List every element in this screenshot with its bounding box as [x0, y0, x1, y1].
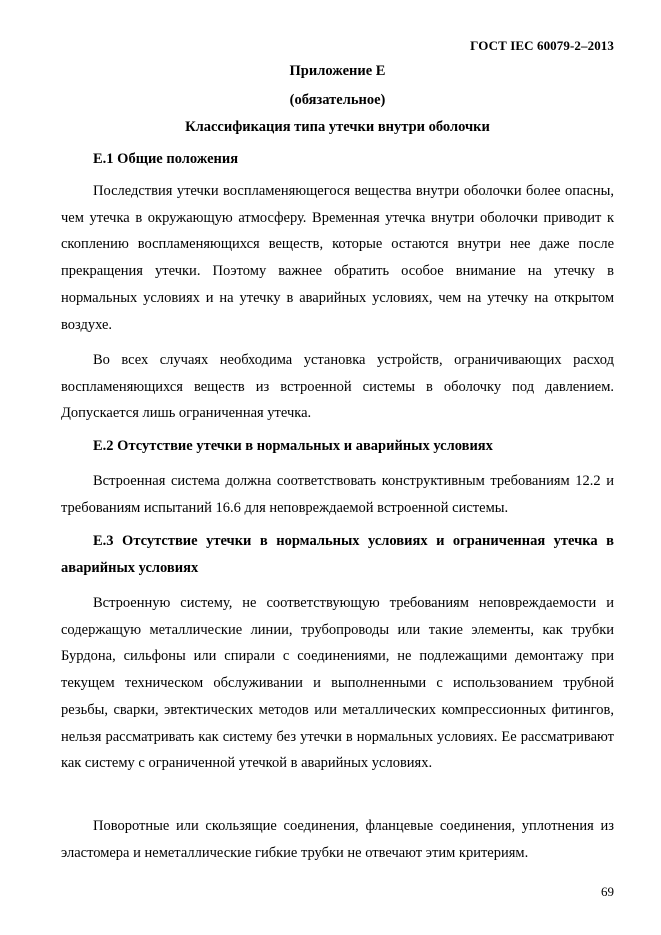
paragraph-e1-2: Во всех случаях необходима установка устройств, ограничивающих расход воспламеняющихся веществ из встроенной системы в оболочку под давлением. Допускается лишь ограниченная утечка.: [61, 352, 614, 422]
section-heading-e3: Е.3 Отсутствие утечки в нормальных условиях и ограниченная утечка в аварийных условиях: [61, 533, 614, 576]
paragraph-e3-2: Поворотные или скользящие соединения, фланцевые соединения, уплотнения из эластомера и неметаллические гибкие трубки не отвечают этим критериям.: [61, 818, 614, 861]
appendix-title: Приложение Е: [289, 63, 386, 79]
appendix-status: (обязательное): [289, 92, 386, 108]
section-heading-e1: Е.1 Общие положения: [93, 151, 239, 167]
paragraph-e3-1: Встроенную систему, не соответствующую требованиям неповреждаемости и содержащую металлические линии, трубопроводы или такие элементы, как трубки Бурдона, сильфоны или спирали с соединениями, не подлежащими демонтажу при текущем техническом обслуживании и выполненными с использованием трубной резьбы, сварки, эвтектических методов или металлических компрессионных фитингов, нельзя рассматривать как систему без утечки в нормальных условиях. Ее рассматривают как систему с ограниченной утечкой в аварийных условиях.: [61, 595, 614, 772]
appendix-subject: Классификация типа утечки внутри оболочки: [185, 119, 490, 135]
document-page: [61, 0, 614, 935]
paragraph-e2-1: Встроенная система должна соответствовать конструктивным требованиям 12.2 и требованиям испытаний 16.6 для неповреждаемой встроенной системы.: [61, 473, 614, 516]
page-number: 69: [601, 884, 614, 899]
paragraph-e1-1: Последствия утечки воспламеняющегося вещества внутри оболочки более опасны, чем утечка в окружающую атмосферу. Временная утечка внутри оболочки приводит к скоплению воспламеняющихся веществ, которые остаются внутри нее даже после прекращения утечки. Поэтому важнее обратить особое внимание на утечку в нормальных условиях и на утечку в аварийных условиях, чем на утечку на открытом воздухе.: [61, 183, 614, 333]
standard-code: ГОСТ IEC 60079-2–2013: [470, 38, 614, 53]
section-heading-e2: Е.2 Отсутствие утечки в нормальных и аварийных условиях: [93, 438, 493, 454]
